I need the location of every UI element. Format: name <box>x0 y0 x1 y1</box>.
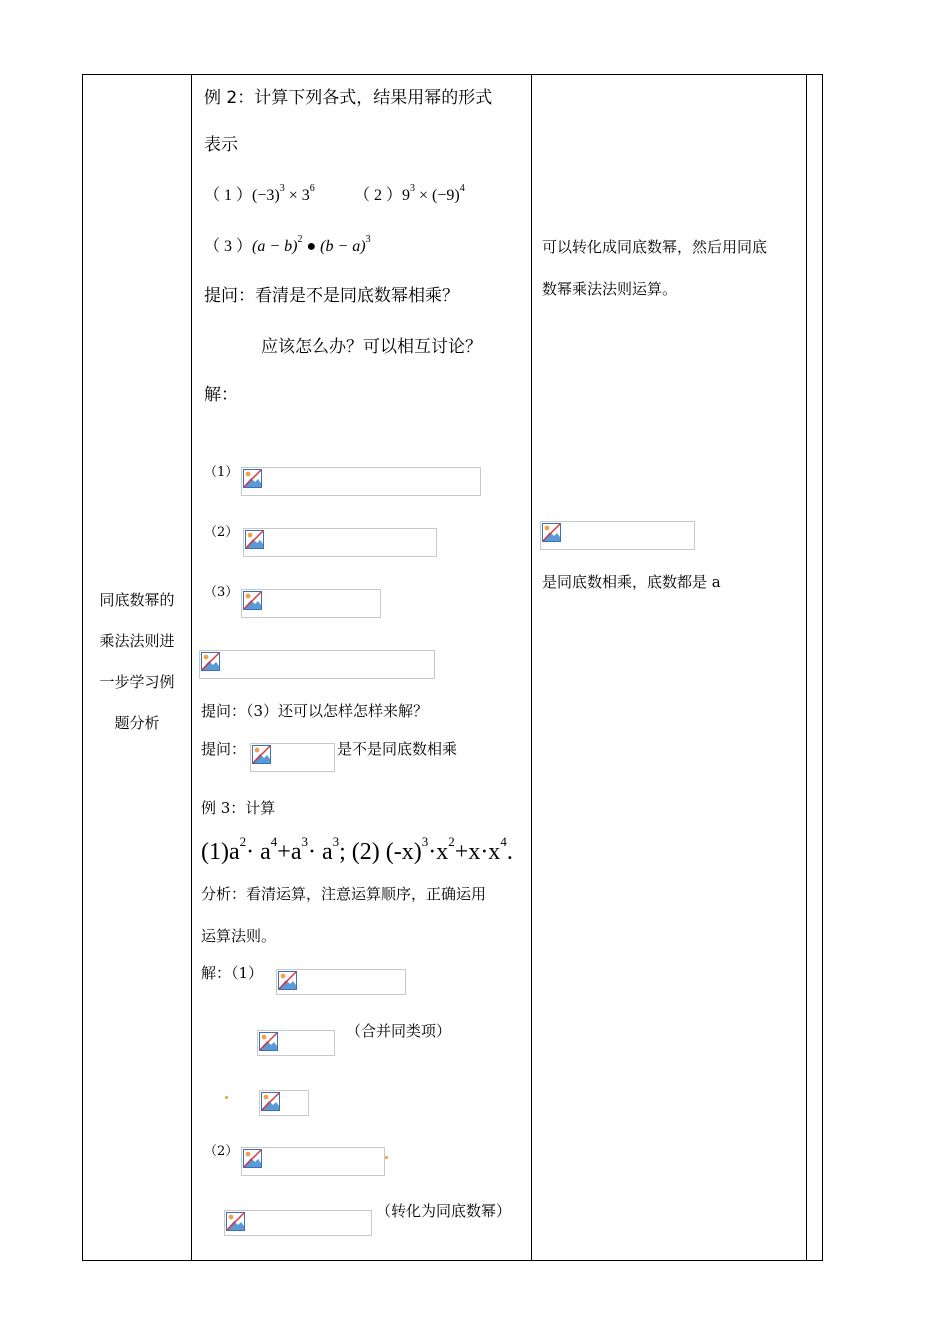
example3-step-3-image <box>259 1090 309 1116</box>
broken-image-icon <box>226 1212 245 1231</box>
solution-3-label: （3） <box>204 585 239 600</box>
formula-part-5: ; (2) (-x) <box>339 839 422 865</box>
column-divider-1 <box>191 74 192 1261</box>
right-note-2: 是同底数相乘，底数都是 a <box>542 573 721 591</box>
right-note-image <box>540 521 695 550</box>
example2-title-cont: 表示 <box>204 135 238 155</box>
marker-dot <box>385 1156 388 1159</box>
p3-dot: ● <box>302 238 321 255</box>
p3-label: （ 3 ） <box>204 238 253 255</box>
p1-label: （ 1 ） <box>204 187 253 204</box>
p1-exp-b: 6 <box>309 183 315 194</box>
right-note-1-line-1: 可以转化成同底数幂，然后用同底 <box>542 238 768 256</box>
broken-image-icon <box>243 1149 262 1168</box>
example2-problem-3 <box>204 234 371 257</box>
formula-exp-5: 3 <box>421 834 429 849</box>
broken-image-icon <box>278 971 297 990</box>
formula-exp-6: 2 <box>448 834 455 849</box>
solution-3-image <box>241 589 381 618</box>
example2-question-2: 应该怎么办？可以相互讨论？ <box>261 337 482 357</box>
example2-question-1: 提问：看清是不是同底数幂相乘？ <box>204 286 459 306</box>
example3-step-1-image <box>276 969 406 995</box>
p3-exp-b: 3 <box>365 234 371 245</box>
formula-exp-1: 2 <box>239 834 247 849</box>
example2-title: 例 2：计算下列各式，结果用幂的形式 <box>204 88 493 108</box>
table-top-border <box>82 74 823 75</box>
example2-problem-2 <box>354 183 465 206</box>
column-divider-2 <box>531 74 532 1261</box>
formula-part-6: ·x <box>428 839 449 865</box>
solution-2-image <box>243 528 437 557</box>
formula-part-3: +a <box>277 839 302 865</box>
broken-image-icon <box>201 652 220 671</box>
broken-image-icon <box>252 745 271 764</box>
question-same-base-prefix: 提问： <box>201 740 247 758</box>
example3-analysis-line-2: 运算法则。 <box>201 927 277 945</box>
p2-exp-b: 4 <box>459 183 465 194</box>
table-right-border <box>822 74 823 1261</box>
question-alt-method: 提问：（3）还可以怎样怎样来解？ <box>201 702 429 720</box>
question-same-base-suffix: 是不是同底数相乘 <box>337 740 458 758</box>
example2-problem-1 <box>204 183 315 206</box>
formula-part-7: +x·x <box>454 839 501 865</box>
section-label-line-3: 一步学习例 <box>99 673 175 691</box>
example3-solution-label: 解：（1） <box>201 964 264 982</box>
broken-image-icon <box>245 530 264 549</box>
example3-title: 例 3：计算 <box>201 799 276 817</box>
section-label-line-4: 题分析 <box>114 714 160 732</box>
section-label <box>84 580 190 744</box>
formula-exp-2: 4 <box>270 834 278 849</box>
question-same-base-image <box>250 743 335 772</box>
p3-base-b: (b − a) <box>320 238 366 255</box>
example3-part2-label: （2） <box>204 1144 239 1159</box>
column-divider-3 <box>806 74 807 1261</box>
p1-times: × 3 <box>284 187 310 204</box>
broken-image-icon <box>243 591 262 610</box>
table-left-border <box>82 74 83 1261</box>
broken-image-icon <box>261 1092 280 1111</box>
formula-exp-3: 3 <box>301 834 308 849</box>
p2-times: × (−9) <box>415 187 460 204</box>
broken-image-icon <box>542 523 561 542</box>
formula-part-4: · a <box>307 839 333 865</box>
formula-part-1: (1)a <box>201 839 240 865</box>
p2-label: （ 2 ） <box>354 187 403 204</box>
example3-step-2-image <box>257 1030 335 1056</box>
broken-image-icon <box>243 469 262 488</box>
solution-2-label: （2） <box>204 525 239 540</box>
example3-part2-image <box>241 1147 385 1176</box>
broken-image-icon <box>259 1032 278 1051</box>
example3-formula <box>201 834 513 866</box>
formula-exp-4: 3 <box>332 834 340 849</box>
solution-3-continued-image <box>199 650 435 679</box>
p2-exp-a: 3 <box>410 183 416 194</box>
right-note-1-line-2: 数幂乘法法则运算。 <box>542 280 678 298</box>
solution-1-image <box>241 467 481 496</box>
formula-part-8: . <box>506 839 513 865</box>
formula-part-2: · a <box>246 839 271 865</box>
example2-solution-label: 解： <box>204 385 238 405</box>
p1-exp-a: 3 <box>279 183 285 194</box>
example3-part2-step-image <box>224 1210 372 1236</box>
note-merge-like-terms: （合并同类项） <box>346 1022 452 1040</box>
example3-analysis-line-1: 分析：看清运算，注意运算顺序，正确运用 <box>201 885 487 903</box>
p3-exp-a: 2 <box>297 234 303 245</box>
example2-title-clip <box>204 86 520 110</box>
p1-base-a: (−3) <box>252 187 280 204</box>
p3-base-a: (a − b) <box>252 238 298 255</box>
table-bottom-border <box>82 1260 823 1261</box>
p2-base-a: 9 <box>402 187 411 204</box>
solution-1-label: （1） <box>204 465 239 480</box>
marker-dot <box>225 1096 228 1099</box>
section-label-line-2: 乘法法则进 <box>99 632 175 650</box>
note-convert-same-base: （转化为同底数幂） <box>376 1202 512 1220</box>
formula-exp-7: 4 <box>500 834 507 849</box>
section-label-line-1: 同底数幂的 <box>99 591 175 609</box>
